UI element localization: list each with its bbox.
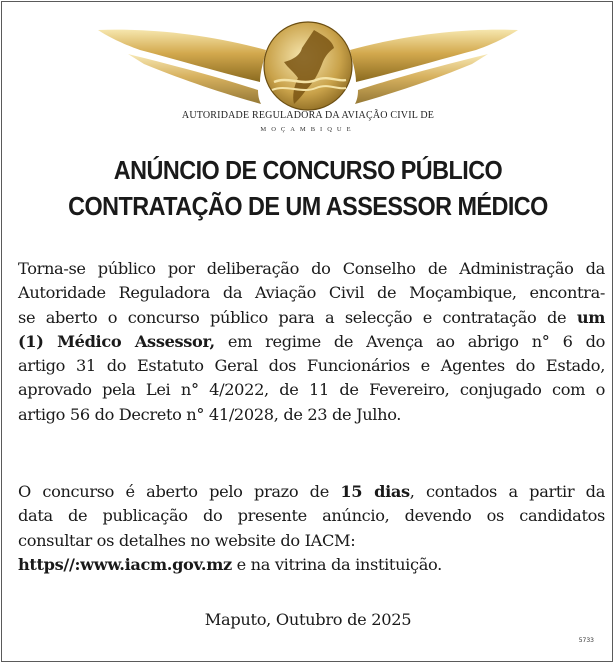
p2-line-3: consultar os detalhes no website do IACM:	[18, 530, 356, 550]
org-name: AUTORIDADE REGULADORA DA AVIAÇÃO CIVIL DE	[181, 110, 435, 121]
header-logo	[88, 20, 528, 132]
p1-line-5: artigo 31 do Estatuto Geral dos Funcionários e Agentes do Estado,	[18, 356, 605, 376]
p1-line-4	[18, 330, 605, 354]
p1-line-3	[18, 306, 605, 330]
p1-line-2: Autoridade Reguladora da Aviação Civil de Moçambique, encontra-	[18, 283, 605, 303]
announcement-frame	[1, 1, 613, 662]
p2-line-4-rest: e na vitrina da instituição.	[231, 554, 442, 574]
p2-line-4	[18, 553, 605, 577]
p1-line-3-text: se aberto o concurso público para a selecção e contratação de	[18, 307, 567, 327]
p2-line-1	[18, 480, 605, 504]
p2-line-1-text: O concurso é aberto pelo prazo de	[18, 482, 329, 501]
p1-line-6: aprovado pela Lei n° 4/2022, de 11 de Fevereiro, conjugado com o	[18, 380, 605, 400]
website-link[interactable]: https//:www.iacm.gov.mz	[18, 554, 232, 574]
reference-number: 5733	[578, 637, 594, 644]
place-date: Maputo, Outubro de 2025	[204, 610, 412, 629]
p1-line-4-text: em regime de Avença ao abrigo n° 6 do	[227, 331, 606, 351]
p1-line-7: artigo 56 do Decreto n° 41/2028, de 23 de Julho.	[18, 404, 402, 424]
p1-line-4-bold: (1) Médico Assessor,	[18, 331, 215, 351]
p2-deadline: 15 dias	[340, 482, 410, 501]
p1-line-1: Torna-se público por deliberação do Conselho de Administração da	[18, 259, 605, 278]
p1-line-3-bold: um	[576, 307, 606, 327]
wings-emblem-icon	[88, 20, 528, 120]
p2-line-2: data de publicação do presente anúncio, devendo os candidatos	[18, 506, 605, 526]
title-line-2: CONTRATAÇÃO DE UM ASSESSOR MÉDICO	[68, 191, 548, 221]
title-line-1: ANÚNCIO DE CONCURSO PÚBLICO	[113, 155, 503, 185]
p2-line-1-rest: , contados a partir da	[409, 482, 605, 501]
paragraph-2	[18, 480, 605, 577]
org-country: MOÇAMBIQUE	[260, 126, 356, 133]
paragraph-1	[18, 257, 605, 427]
